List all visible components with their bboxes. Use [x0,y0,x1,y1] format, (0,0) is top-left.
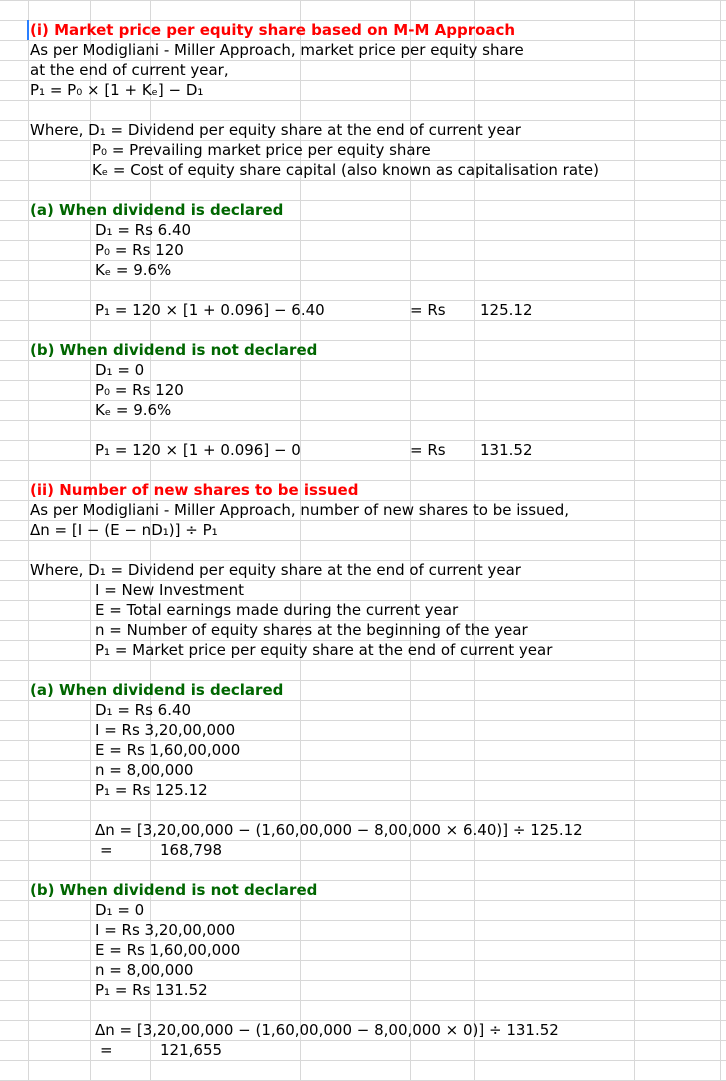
part2-case-a-p1[interactable]: P₁ = Rs 125.12 [95,781,208,799]
part1-case-b-calc[interactable]: P₁ = 120 × [1 + 0.096] − 0 [95,441,301,459]
part1-case-a-title[interactable]: (a) When dividend is declared [30,201,284,219]
part2-case-a-result[interactable]: 168,798 [160,841,223,859]
part2-where-n[interactable]: n = Number of equity shares at the beginning of the year [95,621,528,639]
part1-case-a-calc[interactable]: P₁ = 120 × [1 + 0.096] − 6.40 [95,301,325,319]
part1-case-a-result[interactable]: 125.12 [480,301,533,319]
part1-case-a-d1[interactable]: D₁ = Rs 6.40 [95,221,192,239]
part2-case-a-title[interactable]: (a) When dividend is declared [30,681,284,699]
part1-case-a-ke[interactable]: Kₑ = 9.6% [95,261,172,279]
part2-formula[interactable]: Δn = [I − (E − nD₁)] ÷ P₁ [30,521,218,539]
part1-case-b-eq-rs[interactable]: = Rs [410,441,446,459]
part1-case-b-ke[interactable]: Kₑ = 9.6% [95,401,172,419]
part2-case-b-i[interactable]: I = Rs 3,20,00,000 [95,921,236,939]
part2-case-a-d1[interactable]: D₁ = Rs 6.40 [95,701,192,719]
part2-case-b-title[interactable]: (b) When dividend is not declared [30,881,318,899]
part2-intro-line1[interactable]: As per Modigliani - Miller Approach, number of new shares to be issued, [30,501,570,519]
part2-where-i[interactable]: I = New Investment [95,581,244,599]
part2-case-a-e[interactable]: E = Rs 1,60,00,000 [95,741,241,759]
part2-where-p1[interactable]: P₁ = Market price per equity share at the end of current year [95,641,553,659]
part2-case-b-result[interactable]: 121,655 [160,1041,223,1059]
part2-case-b-p1[interactable]: P₁ = Rs 131.52 [95,981,208,999]
part2-where-d1[interactable]: Where, D₁ = Dividend per equity share at the end of current year [30,561,521,579]
part2-where-e[interactable]: E = Total earnings made during the current year [95,601,459,619]
part2-case-b-d1[interactable]: D₁ = 0 [95,901,145,919]
cell-cursor [27,20,29,40]
part1-case-b-title[interactable]: (b) When dividend is not declared [30,341,318,359]
part1-case-b-p0[interactable]: P₀ = Rs 120 [95,381,184,399]
part2-case-a-i[interactable]: I = Rs 3,20,00,000 [95,721,236,739]
part2-case-a-n[interactable]: n = 8,00,000 [95,761,194,779]
part1-case-a-eq-rs[interactable]: = Rs [410,301,446,319]
part2-case-b-eq[interactable]: = [100,1041,113,1059]
part2-case-b-n[interactable]: n = 8,00,000 [95,961,194,979]
part1-case-b-d1[interactable]: D₁ = 0 [95,361,145,379]
part1-case-b-result[interactable]: 131.52 [480,441,533,459]
part2-title[interactable]: (ii) Number of new shares to be issued [30,481,359,499]
part1-where-d1[interactable]: Where, D₁ = Dividend per equity share at the end of current year [30,121,521,139]
part1-intro-line2[interactable]: at the end of current year, [30,61,229,79]
part1-case-a-p0[interactable]: P₀ = Rs 120 [95,241,184,259]
part1-intro-line1[interactable]: As per Modigliani - Miller Approach, market price per equity share [30,41,524,59]
part1-formula[interactable]: P₁ = P₀ × [1 + Kₑ] − D₁ [30,81,204,99]
part1-where-ke[interactable]: Kₑ = Cost of equity share capital (also known as capitalisation rate) [92,161,599,179]
part2-case-b-calc[interactable]: Δn = [3,20,00,000 − (1,60,00,000 − 8,00,000 × 0)] ÷ 131.52 [95,1021,559,1039]
part2-case-a-eq[interactable]: = [100,841,113,859]
part1-title[interactable]: (i) Market price per equity share based on M-M Approach [30,21,516,39]
part2-case-a-calc[interactable]: Δn = [3,20,00,000 − (1,60,00,000 − 8,00,000 × 6.40)] ÷ 125.12 [95,821,583,839]
part1-where-p0[interactable]: P₀ = Prevailing market price per equity share [92,141,431,159]
part2-case-b-e[interactable]: E = Rs 1,60,00,000 [95,941,241,959]
